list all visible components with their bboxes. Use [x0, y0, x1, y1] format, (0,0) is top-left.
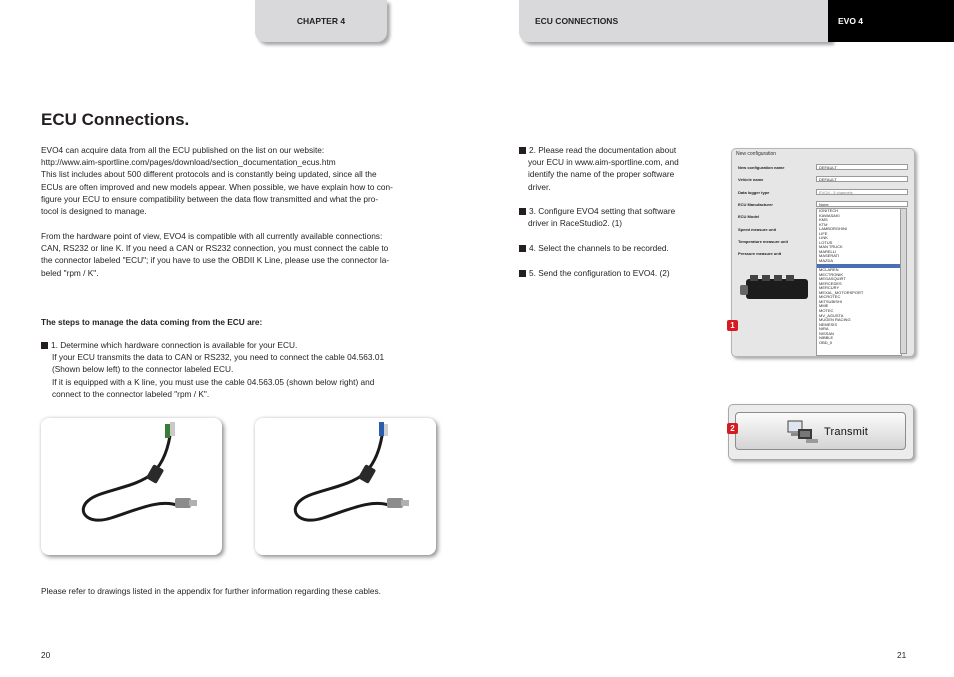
list-scrollbar[interactable]: [900, 208, 907, 354]
ecu-manufacturer-label: ECU Manufacturer: [738, 202, 773, 207]
callout-badge-2: 2: [727, 423, 738, 434]
intro-line: EVO4 can acquire data from all the ECU published on the list on our website:: [41, 145, 325, 155]
list-item[interactable]: MEXAL_MOTORSPORT: [819, 289, 864, 295]
compat-line: From the hardware point of view, EVO4 is compatible with all currently available connections:: [41, 231, 383, 241]
list-item[interactable]: MAZDA: [819, 258, 833, 264]
evo4-device-image: [738, 269, 812, 305]
computer-transmit-icon: [786, 419, 820, 445]
page-number-left: 20: [41, 650, 51, 660]
ecu-manufacturer-list[interactable]: [816, 208, 902, 356]
config-name-label: New configuration name: [738, 165, 785, 170]
ecu-manufacturer-select[interactable]: None: [816, 201, 908, 207]
step-1: [41, 339, 436, 400]
list-item[interactable]: MEGASQUIRT: [819, 276, 846, 282]
list-item[interactable]: NIRA: [819, 326, 829, 332]
step-2-line: identify the name of the proper software: [528, 169, 675, 180]
compat-line: the connector labeled "ECU"; if you have to use the OBDII K Line, please use the connector la-: [41, 255, 390, 266]
cable-left-image: [41, 418, 222, 555]
intro-line: ECUs are often improved and new models appear. When possible, we have explain how to con-: [41, 181, 393, 192]
step-1-line: If your ECU transmits the data to CAN or RS232, you need to connect the cable 04.563.01: [52, 352, 385, 363]
steps-heading: The steps to manage the data coming from the ECU are:: [41, 317, 263, 327]
page-title: ECU Connections.: [41, 110, 190, 129]
list-item[interactable]: MICROTEC: [819, 294, 841, 300]
vehicle-name-label: Vehicle name: [738, 177, 764, 182]
transmit-panel: [728, 404, 914, 460]
section-tab: [519, 0, 831, 42]
chapter-tab: [255, 0, 387, 42]
list-item[interactable]: MCLAREN: [819, 267, 839, 273]
logger-type-label: Data logger type: [738, 190, 770, 195]
list-item[interactable]: LOTUS: [819, 239, 833, 245]
list-item[interactable]: LINK: [819, 235, 828, 241]
cable-photo-left: [41, 418, 222, 555]
step-1-line: If it is equipped with a K line, you must use the cable 04.563.05 (shown below right) and: [52, 376, 375, 387]
step-5-text: 5. Send the configuration to EVO4. (2): [529, 268, 670, 278]
list-item[interactable]: OBD_II: [819, 339, 833, 345]
cable-photo-right: [255, 418, 436, 555]
transmit-button[interactable]: [735, 412, 906, 450]
intro-paragraph: [41, 144, 436, 217]
bullet-icon: [519, 270, 526, 277]
step-3-first: 3. Configure EVO4 setting that software: [529, 206, 676, 216]
callout-badge-1: 1: [727, 320, 738, 331]
list-item[interactable]: MME: [819, 303, 829, 309]
compat-line: CAN, RS232 or line K. If you need a CAN or RS232 connection, you must connect the cable to: [41, 243, 389, 254]
step-4-text: 4. Select the channels to be recorded.: [529, 243, 669, 253]
intro-line: tocol is designed to manage.: [41, 206, 147, 217]
list-item[interactable]: LAMBORGHINI: [819, 226, 848, 232]
list-item[interactable]: MARELLI: [819, 248, 837, 254]
step-2-first: 2. Please read the documentation about: [529, 145, 677, 155]
list-item[interactable]: LIFE: [819, 230, 828, 236]
step-3: [519, 205, 709, 229]
bullet-icon: [519, 245, 526, 252]
logger-type-select[interactable]: EVO4 - 5 channels: [816, 189, 908, 195]
list-item[interactable]: MECTRONIK: [819, 271, 843, 277]
list-item[interactable]: MAN TRUCK: [819, 244, 843, 250]
list-item[interactable]: KAWASAKI: [819, 212, 840, 218]
ecu-model-label: ECU Model: [738, 214, 760, 219]
window-title: New configuration: [736, 151, 777, 157]
bullet-icon: [519, 208, 526, 215]
list-item[interactable]: IGNITECH: [819, 208, 839, 213]
chapter-label: CHAPTER 4: [296, 16, 346, 26]
list-item[interactable]: MERCEDES: [819, 280, 842, 286]
compat-paragraph: [41, 230, 436, 279]
step-3-line: driver in RaceStudio2. (1): [528, 218, 623, 229]
list-item[interactable]: KMS: [819, 217, 828, 223]
list-item[interactable]: MASERATI: [819, 253, 840, 259]
config-name-field[interactable]: DEFAULT: [816, 164, 908, 170]
step-5: [519, 267, 709, 279]
bullet-icon: [41, 342, 48, 349]
compat-line: beled "rpm / K".: [41, 267, 99, 278]
intro-line: figure your ECU to ensure compatibility between the data flow transmitted and what the pro-: [41, 193, 379, 204]
list-item[interactable]: NIBBLE: [819, 335, 834, 341]
product-tab: [828, 0, 954, 42]
step-2-line: your ECU in www.aim-sportline.com, and: [528, 157, 679, 168]
list-item[interactable]: MUGEN RACING: [819, 317, 851, 323]
intro-line: This list includes about 500 different protocols and is constantly being updated, since all the: [41, 169, 377, 180]
temperature-unit-label: Temperature measure unit: [738, 239, 788, 244]
intro-line: http://www.aim-sportline.com/pages/download/section_documentation_ecus.htm: [41, 157, 336, 168]
step-1-first: 1. Determine which hardware connection is available for your ECU.: [51, 340, 298, 350]
step-4: [519, 242, 709, 254]
footer-note: Please refer to drawings listed in the appendix for further information regarding these cables.: [41, 586, 381, 596]
list-item[interactable]: KTM: [819, 221, 828, 227]
cable-right-image: [255, 418, 436, 555]
list-item[interactable]: MOTEC: [819, 308, 834, 314]
list-item[interactable]: NEMESIS: [819, 321, 838, 327]
bullet-icon: [519, 147, 526, 154]
speed-unit-label: Speed measure unit: [738, 227, 777, 232]
page-number-right: 21: [897, 650, 907, 660]
step-2: [519, 144, 709, 193]
step-1-line: (Shown below left) to the connector labeled ECU.: [52, 364, 234, 375]
list-item[interactable]: NISSAN: [819, 330, 834, 336]
step-1-line: connect to the connector labeled "rpm / K".: [52, 388, 210, 399]
list-item[interactable]: MERCURY: [819, 285, 840, 291]
section-label: ECU CONNECTIONS: [535, 16, 619, 26]
step-2-line: driver.: [528, 181, 551, 192]
pressure-unit-label: Pressure measure unit: [738, 251, 782, 256]
list-item[interactable]: MV_AGUSTA: [819, 312, 844, 318]
new-configuration-window: [731, 148, 915, 357]
product-label: EVO 4: [838, 16, 864, 26]
vehicle-name-field[interactable]: DEFAULT: [816, 176, 908, 182]
transmit-label: Transmit: [824, 426, 868, 438]
list-item[interactable]: MITSUBISHI: [819, 298, 842, 304]
